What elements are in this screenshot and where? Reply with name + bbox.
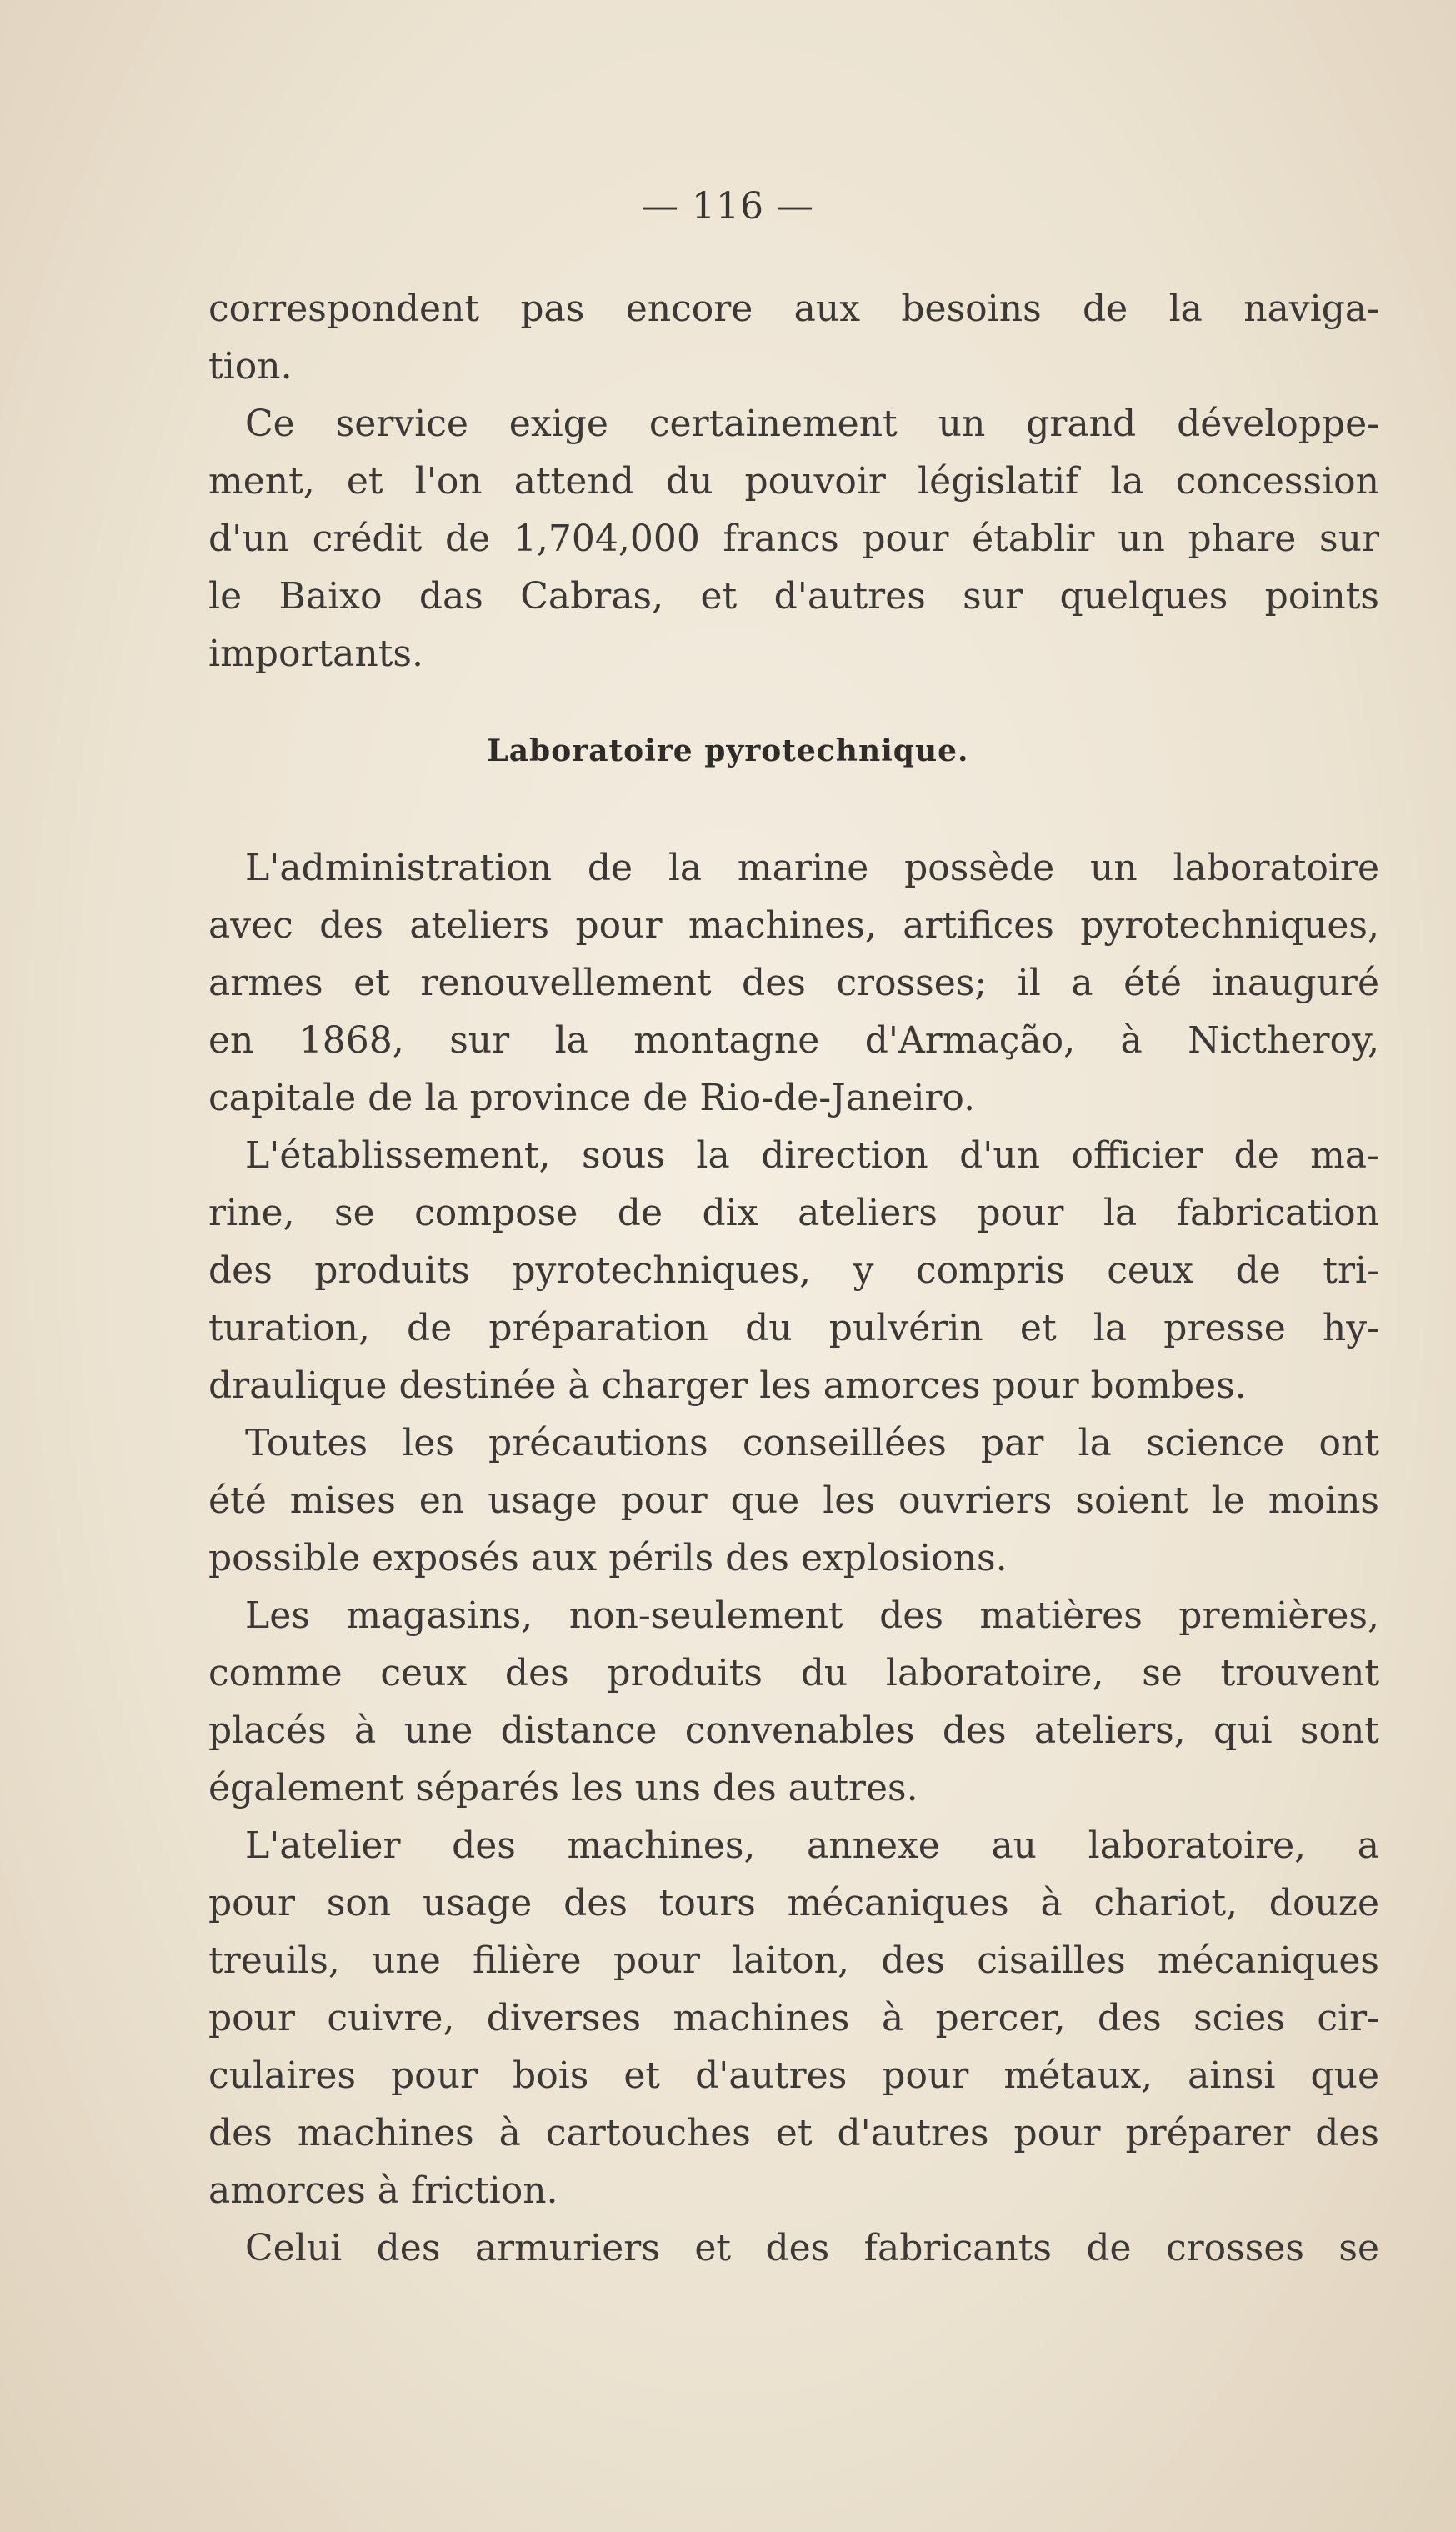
page-number: — 116 — [642, 185, 814, 228]
text-line: correspondent pas encore aux besoins de la naviga- [208, 288, 1379, 330]
text-line: draulique destinée à charger les amorces pour bombes. [208, 1364, 1247, 1407]
text-line: possible exposés aux périls des explosions. [208, 1537, 1008, 1579]
text-line: amorces à friction. [208, 2169, 558, 2212]
text-line: pour son usage des tours mécaniques à chariot, douze [208, 1882, 1379, 1924]
body-paragraphs [208, 839, 1379, 2277]
text-line: en 1868, sur la montagne d'Armação, à Nictheroy, [208, 1019, 1379, 1062]
text-line: ment, et l'on attend du pouvoir législatif la concession [208, 460, 1379, 503]
text-line: L'établissement, sous la direction d'un officier de ma- [245, 1134, 1379, 1177]
text-line: Ce service exige certainement un grand développe- [245, 403, 1379, 445]
text-line: comme ceux des produits du laboratoire, se trouvent [208, 1652, 1379, 1694]
text-line: d'un crédit de 1,704,000 francs pour établir un phare sur [208, 518, 1379, 560]
text-line: Celui des armuriers et des fabricants de crosses se [245, 2227, 1379, 2269]
text-line: Toutes les précautions conseillées par la science ont [245, 1422, 1379, 1464]
text-line: rine, se compose de dix ateliers pour la fabrication [208, 1192, 1379, 1234]
text-line: importants. [208, 633, 423, 675]
text-line: capitale de la province de Rio-de-Janeiro. [208, 1077, 976, 1119]
text-line: L'atelier des machines, annexe au laboratoire, a [245, 1824, 1379, 1867]
text-line: également séparés les uns des autres. [208, 1767, 918, 1809]
text-line: le Baixo das Cabras, et d'autres sur quelques points [208, 575, 1379, 618]
text-line: été mises en usage pour que les ouvriers soient le moins [208, 1479, 1379, 1522]
text-line: pour cuivre, diverses machines à percer, des scies cir- [208, 1997, 1379, 2039]
text-line: des machines à cartouches et d'autres pour préparer des [208, 2112, 1379, 2154]
text-line: armes et renouvellement des crosses; il a été inauguré [208, 962, 1379, 1004]
text-line: treuils, une filière pour laiton, des cisailles mécaniques [208, 1939, 1379, 1982]
text-line: tion. [208, 345, 293, 388]
text-line: culaires pour bois et d'autres pour métaux, ainsi que [208, 2054, 1379, 2097]
text-line: L'administration de la marine possède un laboratoire [245, 847, 1379, 889]
text-line: turation, de préparation du pulvérin et la presse hy- [208, 1307, 1379, 1349]
text-line: des produits pyrotechniques, y compris ceux de tri- [208, 1249, 1379, 1292]
section-heading: Laboratoire pyrotechnique. [487, 733, 969, 768]
text-line: placés à une distance convenables des ateliers, qui sont [208, 1709, 1379, 1752]
text-line: Les magasins, non-seulement des matières premières, [245, 1594, 1379, 1637]
text-line: avec des ateliers pour machines, artifices pyrotechniques, [208, 904, 1379, 947]
intro-paragraphs [208, 280, 1379, 683]
